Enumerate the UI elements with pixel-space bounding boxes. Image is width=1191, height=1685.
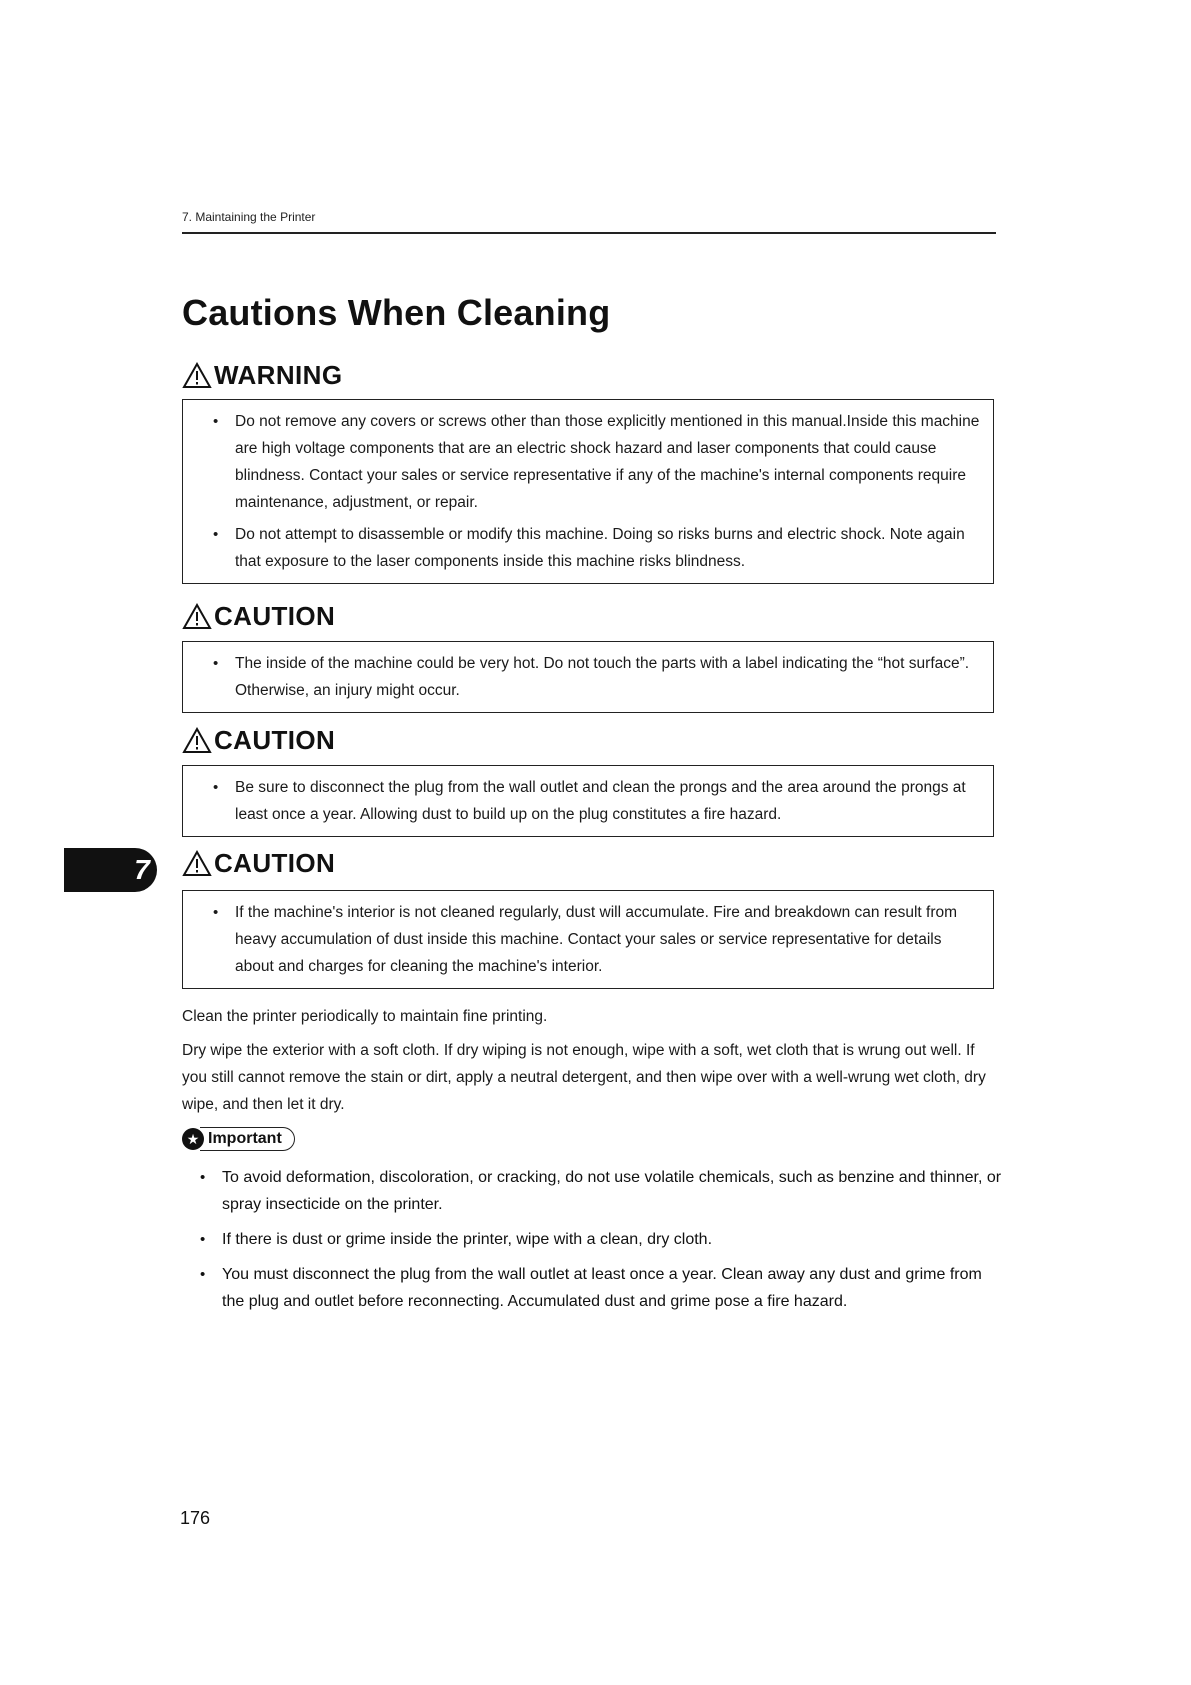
caution-heading [182, 725, 335, 756]
caution-heading [182, 848, 335, 879]
caution-item: • Be sure to disconnect the plug from the wall outlet and clean the prongs and the area around the prongs at least once a year. Allowing dust to build up on the plug constitutes a fire hazard. [213, 774, 983, 828]
caution-heading [182, 601, 335, 632]
caution-item: • If the machine's interior is not cleaned regularly, dust will accumulate. Fire and breakdown can result from heavy accumulation of dust inside this machine. Contact your sales or service representative for details about and charges for cleaning the machine's interior. [213, 899, 983, 980]
important-item: • You must disconnect the plug from the wall outlet at least once a year. Clean away any dust and grime from the plug and outlet before reconnecting. Accumulated dust and grime pose a fire hazard. [200, 1261, 1002, 1315]
important-item: • To avoid deformation, discoloration, or cracking, do not use volatile chemicals, such as benzine and thinner, or spray insecticide on the printer. [200, 1164, 1002, 1218]
body-paragraph: Clean the printer periodically to maintain fine printing. [182, 1008, 548, 1025]
chapter-tab [127, 848, 157, 892]
caution-item: • The inside of the machine could be very hot. Do not touch the parts with a label indicating the “hot surface”. Otherwise, an injury might occur. [213, 650, 983, 704]
warning-heading [182, 360, 342, 391]
important-list [200, 1164, 1002, 1323]
caution-box [182, 641, 994, 713]
header-rule [182, 232, 996, 234]
important-item: • If there is dust or grime inside the printer, wipe with a clean, dry cloth. [200, 1226, 1002, 1253]
warning-item: • Do not remove any covers or screws other than those explicitly mentioned in this manual.Inside this machine are high voltage components that are an electric shock hazard and laser components that could cause blindness. Contact your sales or service representative if any of the machine's internal components require maintenance, adjustment, or repair. [213, 408, 983, 516]
important-badge [182, 1126, 295, 1152]
caution-triangle-icon [182, 727, 212, 754]
body-paragraph: Dry wipe the exterior with a soft cloth. If dry wiping is not enough, wipe with a soft, wet cloth that is wrung out well. If you still cannot remove the stain or dirt, apply a neutral detergent, and then wipe over with a well-wrung wet cloth, dry wipe, and then let it dry. [182, 1042, 986, 1113]
warning-heading-label: WARNING [214, 360, 343, 390]
caution-triangle-icon [182, 850, 212, 877]
page-number: 176 [180, 1508, 211, 1528]
important-label: Important [200, 1127, 295, 1151]
caution-heading-label: CAUTION [214, 725, 336, 755]
warning-item: • Do not attempt to disassemble or modify this machine. Doing so risks burns and electric shock. Note again that exposure to the laser components inside this machine risks blindness. [213, 521, 983, 575]
star-icon: ★ [182, 1128, 204, 1150]
caution-heading-label: CAUTION [214, 848, 336, 878]
chapter-tab-number: 7 [134, 854, 150, 885]
page-title: Cautions When Cleaning [182, 292, 611, 333]
warning-triangle-icon [182, 362, 212, 389]
chapter-tab-bar [64, 848, 128, 892]
caution-triangle-icon [182, 603, 212, 630]
running-header: 7. Maintaining the Printer [182, 210, 316, 224]
caution-box [182, 890, 994, 989]
caution-box [182, 765, 994, 837]
warning-box [182, 399, 994, 584]
caution-heading-label: CAUTION [214, 601, 336, 631]
